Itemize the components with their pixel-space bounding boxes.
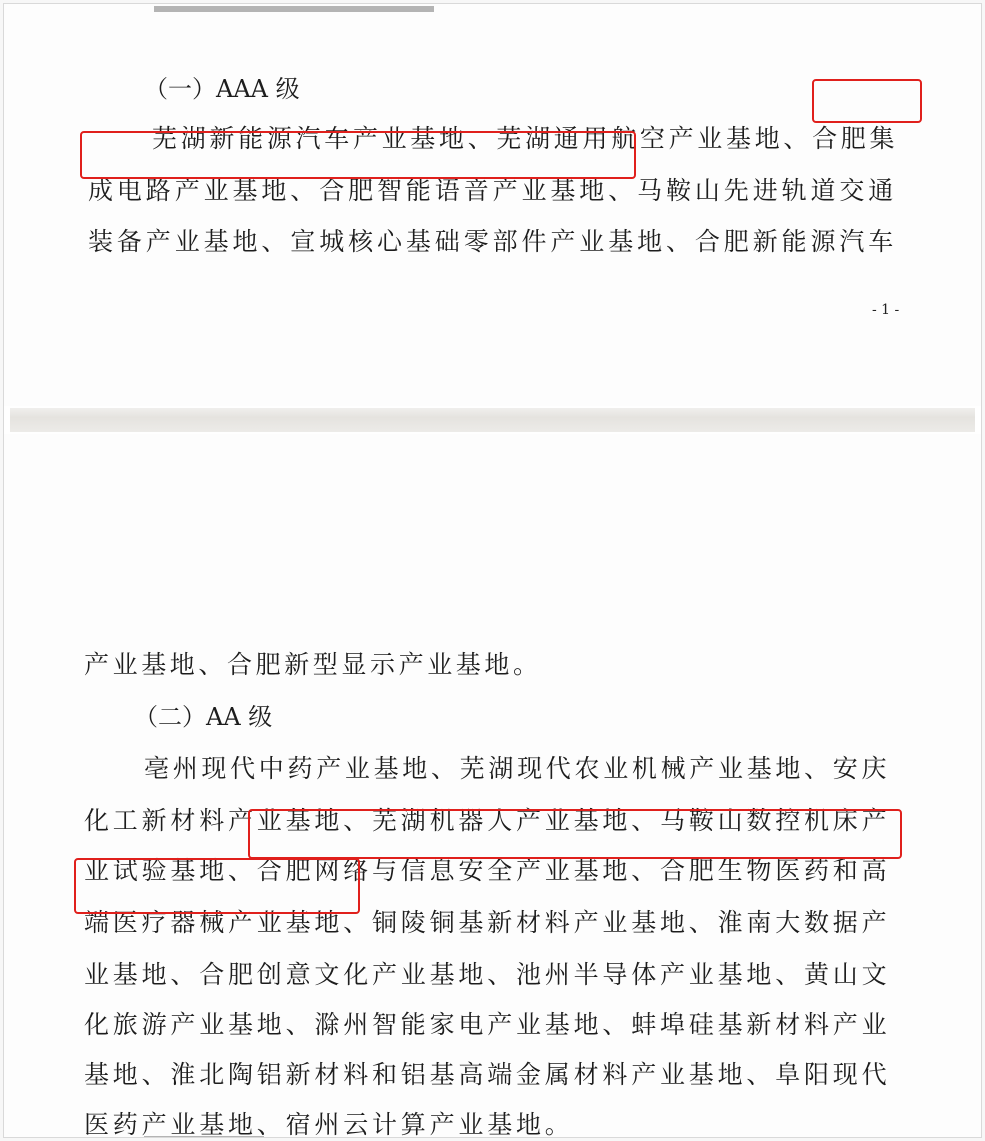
paragraph-line: 亳州现代中药产业基地、芜湖现代农业机械产业基地、安庆 [144, 754, 891, 783]
paragraph-line: 成电路产业基地、合肥智能语音产业基地、马鞍山先进轨道交通 [88, 176, 898, 205]
document-page-2 [4, 434, 981, 1137]
paragraph-line: 医药产业基地、宿州云计算产业基地。 [84, 1110, 574, 1138]
paragraph-line: 化工新材料产业基地、芜湖机器人产业基地、马鞍山数控机床产 [84, 806, 891, 835]
section-heading-aaa: （一）AAA 级 [144, 75, 300, 103]
paragraph-line: 装备产业基地、宣城核心基础零部件产业基地、合肥新能源汽车 [88, 227, 898, 256]
paragraph-line: 化旅游产业基地、滁州智能家电产业基地、蚌埠硅基新材料产业 [84, 1010, 891, 1039]
paragraph-line: 端医疗器械产业基地、铜陵铜基新材料产业基地、淮南大数据产 [84, 908, 891, 937]
section-heading-aa: （二）AA 级 [134, 703, 273, 731]
cut-off-text-top [154, 6, 434, 12]
cut-off-text-bottom [144, 1136, 264, 1138]
page-separator [10, 408, 975, 432]
paragraph-line: 基地、淮北陶铝新材料和铝基高端金属材料产业基地、阜阳现代 [84, 1060, 891, 1089]
document-viewer [3, 3, 982, 1138]
paragraph-line: 业基地、合肥创意文化产业基地、池州半导体产业基地、黄山文 [84, 960, 891, 989]
paragraph-line: 产业基地、合肥新型显示产业基地。 [84, 650, 542, 679]
paragraph-line: 业试验基地、合肥网络与信息安全产业基地、合肥生物医药和高 [84, 856, 891, 885]
document-page-1 [4, 4, 981, 406]
paragraph-line: 芜湖新能源汽车产业基地、芜湖通用航空产业基地、合肥集 [152, 124, 899, 153]
page-number: - 1 - [872, 302, 900, 318]
